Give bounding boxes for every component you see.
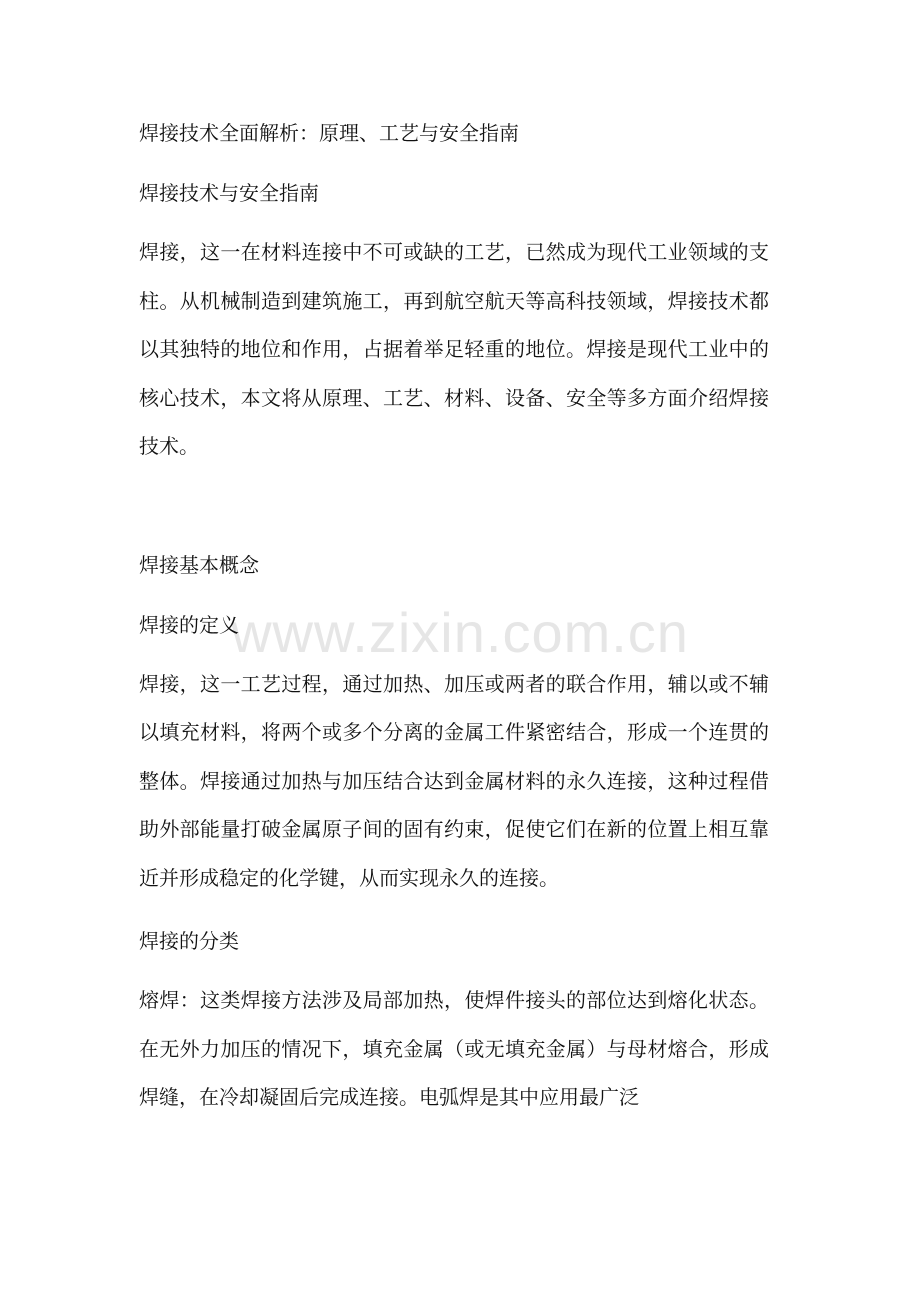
intro-line: 等多方面介绍焊接技术。 (139, 385, 770, 458)
document-body (139, 112, 769, 1122)
document-title: 焊接技术全面解析：原理、工艺与安全指南 (139, 121, 519, 145)
intro-paragraph (139, 228, 769, 471)
definition-line: 接。 (519, 865, 559, 890)
definition-paragraph (139, 660, 769, 903)
definition-line: 焊接，这一工艺过程，通过加热、加压或两者的联合作用，辅以或 (139, 671, 729, 696)
fusion-welding-paragraph (139, 976, 769, 1122)
definition-line: 在新的位置上相互靠近并形成稳定的化学键，从而实现永久的连 (139, 817, 770, 890)
definition-line: 个连贯的整体。焊接通过加热与加压结合达到金属材料的永久连 (139, 720, 770, 793)
section-spacer (139, 471, 769, 544)
subsection-heading-definition: 焊接的定义 (139, 612, 239, 637)
fusion-line: 合，形成焊缝，在冷却凝固后完成连接。电弧焊是其中应用最广泛 (139, 1036, 770, 1109)
subsection-heading-classification: 焊接的分类 (139, 929, 239, 953)
watermark-text: www.zixin.com.cn (231, 601, 689, 664)
document-subtitle: 焊接技术与安全指南 (139, 181, 319, 205)
fusion-line: 熔焊：这类焊接方法涉及局部加热，使焊件接头的部位达到熔化状 (139, 988, 729, 1012)
intro-line: 现代工业中的核心技术，本文将从原理、工艺、材料、设备、安全 (139, 337, 770, 410)
intro-line: 焊接，这一在材料连接中不可或缺的工艺，已然成为现代工业领域 (139, 240, 729, 264)
section-heading-basics: 焊接基本概念 (139, 552, 259, 577)
definition-line: 不辅以填充材料，将两个或多个分离的金属工件紧密结合，形成一 (139, 671, 770, 744)
intro-line: 接技术都以其独特的地位和作用，占据着举足轻重的地位。焊接是 (139, 288, 770, 361)
fusion-line: 态。在无外力加压的情况下，填充金属（或无填充金属）与母材熔 (139, 988, 770, 1061)
intro-line: 的支柱。从机械制造到建筑施工，再到航空航天等高科技领域，焊 (139, 240, 770, 313)
definition-line: 接，这种过程借助外部能量打破金属原子间的固有约束，促使它们 (139, 768, 770, 841)
